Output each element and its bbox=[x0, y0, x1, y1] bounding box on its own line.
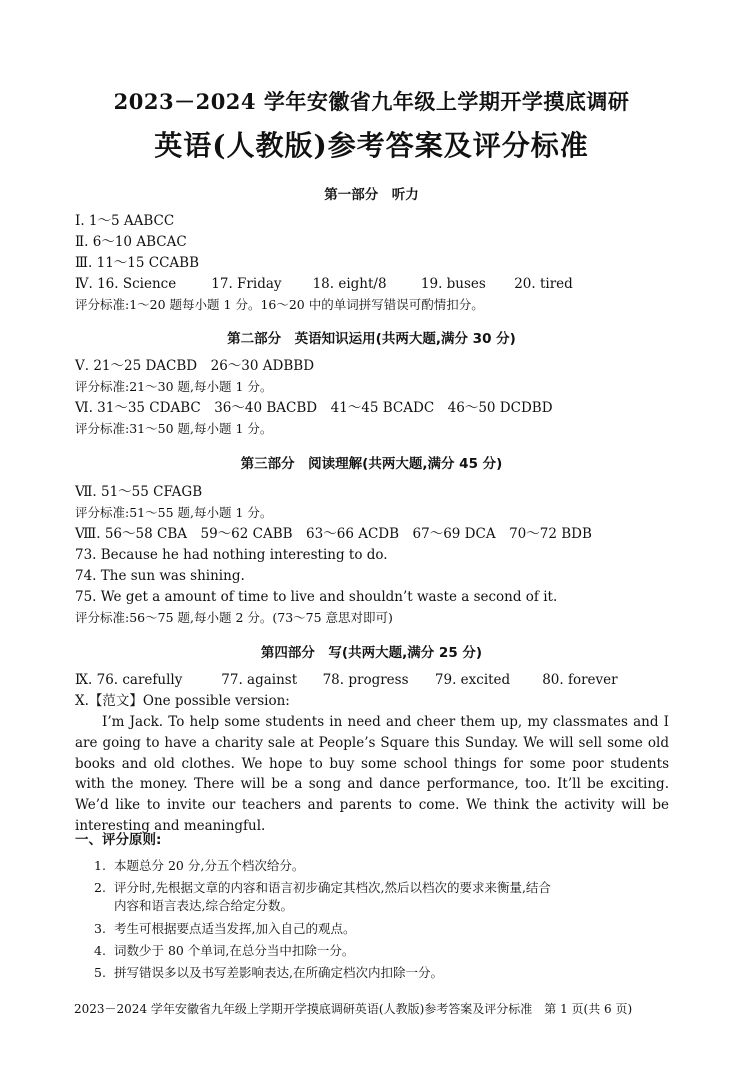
answer-73: 73. Because he had nothing interesting to do. bbox=[75, 547, 388, 563]
answer-line-v: Ⅴ. 21～25 DACBD 26～30 ADBBD bbox=[75, 358, 315, 374]
part2-heading: 第二部分 英语知识运用(共两大题,满分 30 分) bbox=[227, 331, 516, 347]
principle-5: 5. 拼写错误多以及书写差影响表达,在所确定档次内扣除一分。 bbox=[94, 965, 443, 980]
ix-item-79: 79. excited bbox=[434, 672, 511, 688]
principle-2: 2. 评分时,先根据文章的内容和语言初步确定其档次,然后以档次的要求来衡量,结合 内容和语言表达,综合给定分数。 bbox=[94, 880, 551, 913]
answer-line-iv bbox=[75, 275, 573, 293]
part3-scoring-note: 评分标准:56～75 题,每小题 2 分。(73～75 意思对即可) bbox=[75, 610, 393, 625]
answer-74: 74. The sun was shining. bbox=[75, 568, 245, 584]
part3-vii-scoring-note: 评分标准:51～55 题,每小题 1 分。 bbox=[75, 505, 273, 520]
part4-heading: 第四部分 写(共两大题,满分 25 分) bbox=[260, 645, 483, 661]
iv-item-20: 20. tired bbox=[514, 276, 573, 292]
ix-item-77: 77. against bbox=[221, 672, 298, 688]
iv-item-16: Ⅳ. 16. Science bbox=[75, 276, 177, 292]
document-title-line2: 英语(人教版)参考答案及评分标准 bbox=[154, 129, 589, 162]
principle-4: 4. 词数少于 80 个单词,在总分当中扣除一分。 bbox=[94, 943, 355, 958]
ix-item-78: 78. progress bbox=[322, 672, 409, 688]
document-title-line1: 2023－2024 学年安徽省九年级上学期开学摸底调研 bbox=[113, 89, 630, 114]
scoring-principles-heading: 一、评分原则: bbox=[75, 832, 162, 848]
sample-essay: I’m Jack. To help some students in need and cheer them up, my classmates and I are going to have a charity sale at People’s Square this Sunday. We will sell some old books and old clothes. We hope to buy some school things for some poor students with the money. There will be a song and dance performance, too. It’ll be exciting. We’d like to invite our teachers and parents to come. We think the activity will be interesting and meaningful. bbox=[75, 714, 669, 834]
answer-line-viii: Ⅷ. 56～58 CBA 59～62 CABB 63～66 ACDB 67～69 DCA 70～72 BDB bbox=[75, 526, 592, 542]
part1-scoring-note: 评分标准:1～20 题每小题 1 分。16～20 中的单词拼写错误可酌情扣分。 bbox=[75, 297, 484, 312]
answer-line-x: Ⅹ.【范文】One possible version: bbox=[75, 693, 290, 709]
page-footer: 2023－2024 学年安徽省九年级上学期开学摸底调研英语(人教版)参考答案及评分标准 第 1 页(共 6 页) bbox=[74, 1002, 633, 1016]
answer-line-ii: Ⅱ. 6～10 ABCAC bbox=[75, 234, 187, 250]
answer-line-iii: Ⅲ. 11～15 CCABB bbox=[75, 255, 199, 271]
ix-item-80: 80. forever bbox=[542, 672, 618, 688]
answer-line-vii: Ⅶ. 51～55 CFAGB bbox=[75, 484, 203, 500]
answer-75: 75. We get a amount of time to live and shouldn’t waste a second of it. bbox=[75, 589, 558, 605]
iv-item-19: 19. buses bbox=[420, 276, 486, 292]
part2-v-scoring-note: 评分标准:21～30 题,每小题 1 分。 bbox=[75, 379, 273, 394]
part3-heading: 第三部分 阅读理解(共两大题,满分 45 分) bbox=[240, 456, 503, 472]
iv-item-18: 18. eight/8 bbox=[312, 276, 387, 292]
answer-line-ix bbox=[75, 671, 618, 689]
part1-heading: 第一部分 听力 bbox=[324, 187, 419, 203]
ix-item-76: Ⅸ. 76. carefully bbox=[75, 672, 183, 688]
answer-line-vi: Ⅵ. 31～35 CDABC 36～40 BACBD 41～45 BCADC 46～50 DCDBD bbox=[75, 400, 553, 416]
principle-3: 3. 考生可根据要点适当发挥,加入自己的观点。 bbox=[94, 921, 356, 936]
principle-1: 1. 本题总分 20 分,分五个档次给分。 bbox=[94, 858, 305, 873]
part2-vi-scoring-note: 评分标准:31～50 题,每小题 1 分。 bbox=[75, 421, 273, 436]
iv-item-17: 17. Friday bbox=[211, 276, 282, 292]
answer-line-i: Ⅰ. 1～5 AABCC bbox=[75, 213, 175, 229]
